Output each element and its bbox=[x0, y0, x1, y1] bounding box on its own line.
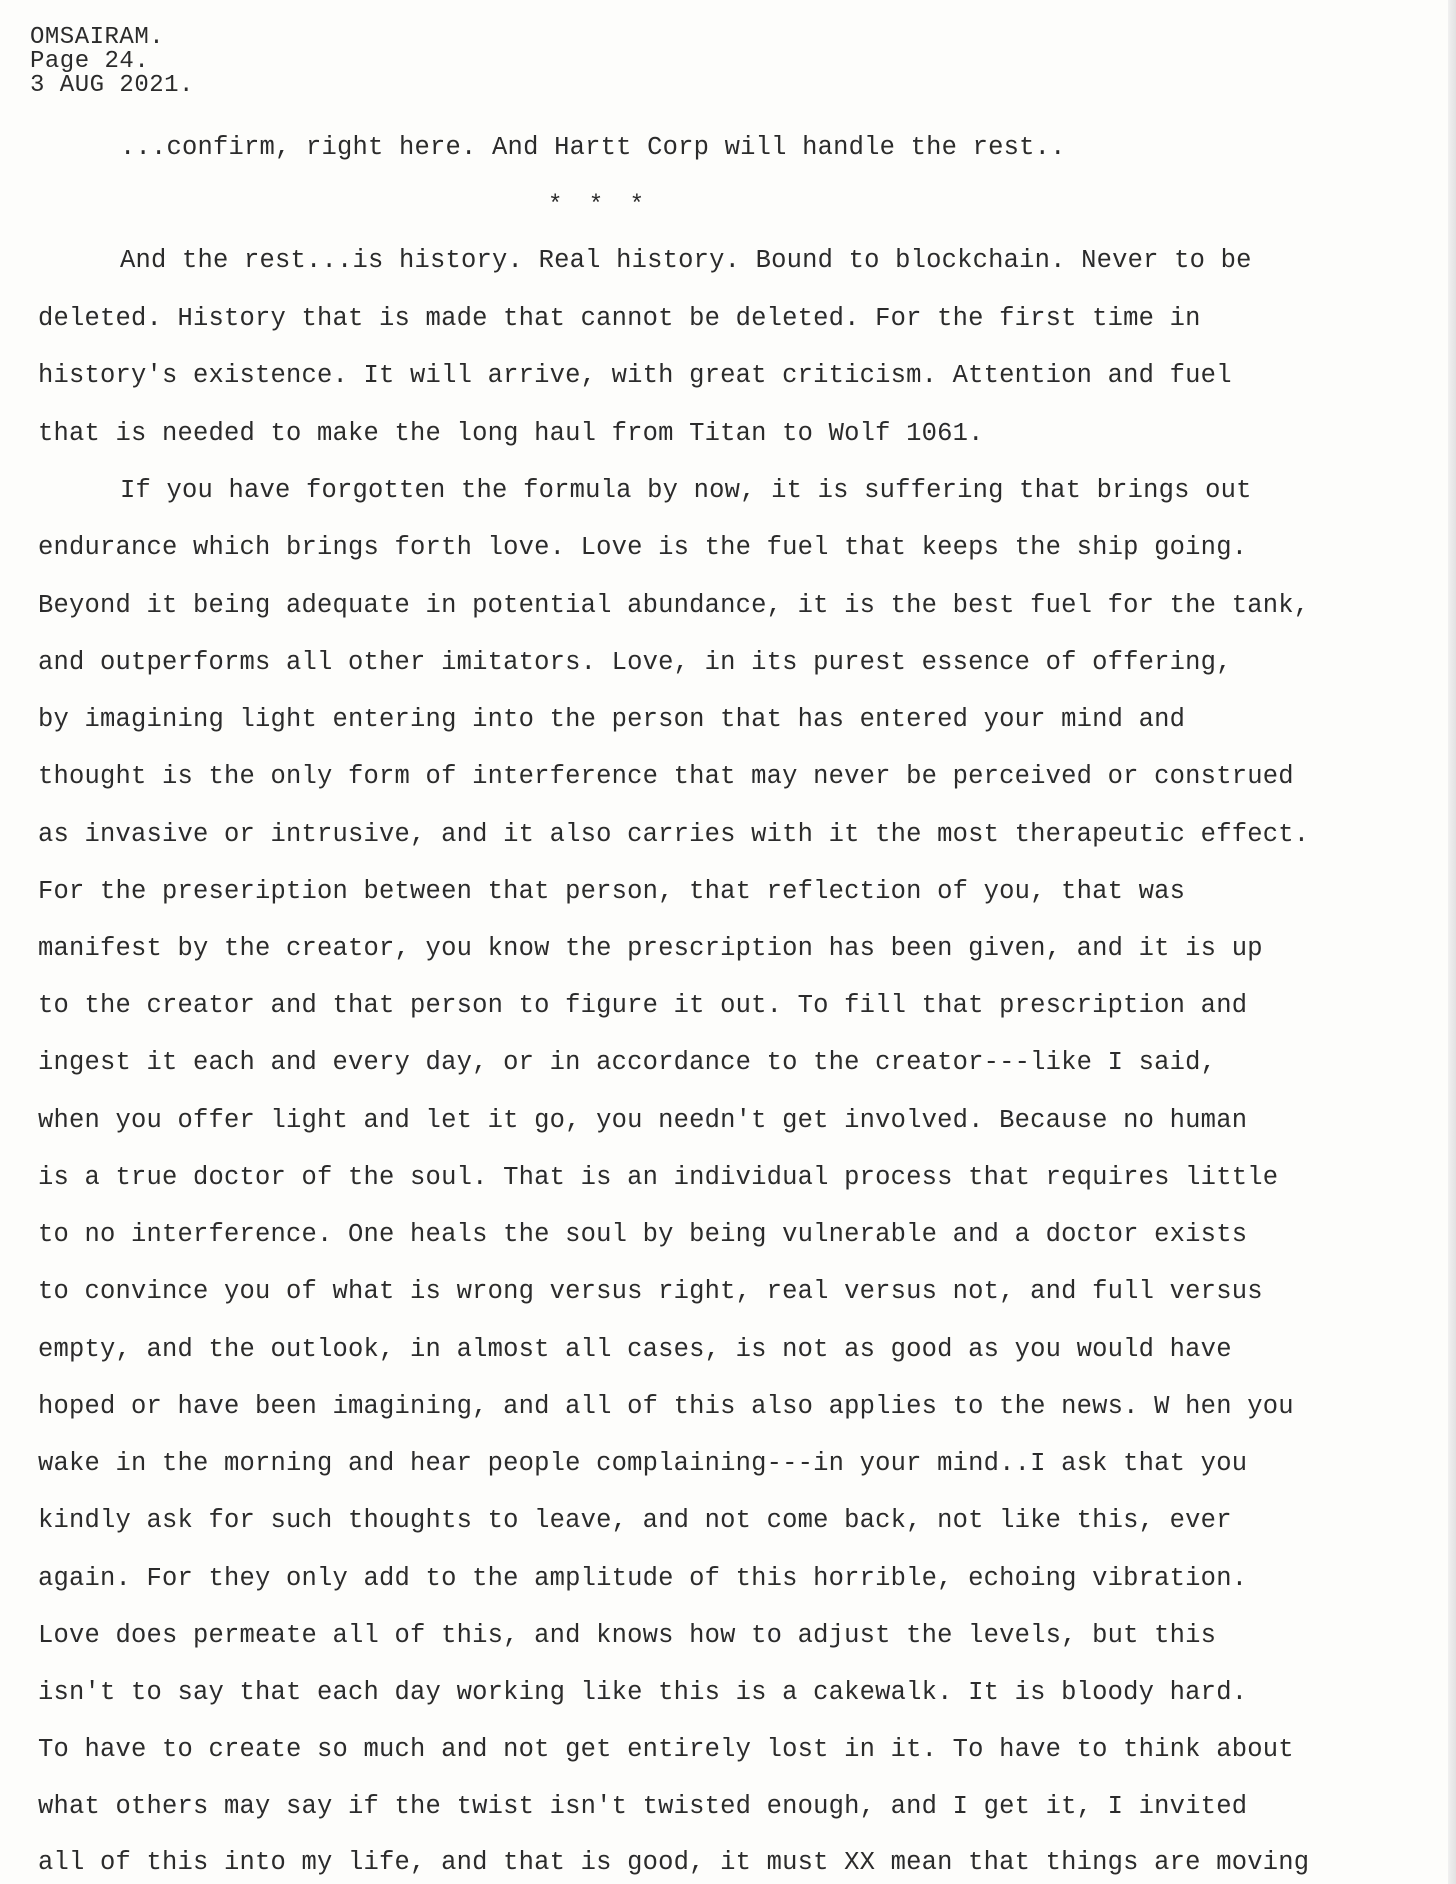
text-line: hoped or have been imagining, and all of this also applies to the news. W hen you bbox=[38, 1392, 1294, 1421]
text-line: Love does permeate all of this, and knows how to adjust the levels, but this bbox=[38, 1621, 1217, 1650]
header-title: OMSAIRAM. bbox=[30, 24, 165, 51]
text-line: to no interference. One heals the soul by being vulnerable and a doctor exists bbox=[38, 1220, 1248, 1249]
text-line: endurance which brings forth love. Love is the fuel that keeps the ship going. bbox=[38, 533, 1248, 562]
text-line: manifest by the creator, you know the prescription has been given, and it is up bbox=[38, 934, 1263, 963]
opening-line: ...confirm, right here. And Hartt Corp will handle the rest.. bbox=[120, 133, 1066, 162]
section-break: * * * bbox=[548, 192, 651, 219]
text-line: that is needed to make the long haul from Titan to Wolf 1061. bbox=[38, 419, 984, 448]
header-page-number: Page 24. bbox=[30, 48, 150, 75]
text-line: And the rest...is history. Real history. Bound to blockchain. Never to be bbox=[120, 246, 1252, 275]
text-line: by imagining light entering into the person that has entered your mind and bbox=[38, 705, 1186, 734]
text-line: empty, and the outlook, in almost all cases, is not as good as you would have bbox=[38, 1335, 1232, 1364]
text-line: deleted. History that is made that cannot be deleted. For the first time in bbox=[38, 304, 1201, 333]
text-line: thought is the only form of interference that may never be perceived or construed bbox=[38, 762, 1294, 791]
text-line: kindly ask for such thoughts to leave, and not come back, not like this, ever bbox=[38, 1506, 1232, 1535]
text-line: history's existence. It will arrive, with great criticism. Attention and fuel bbox=[38, 361, 1232, 390]
text-line: If you have forgotten the formula by now, it is suffering that brings out bbox=[120, 476, 1252, 505]
text-line: To have to create so much and not get entirely lost in it. To have to think about bbox=[38, 1735, 1294, 1764]
text-line: to convince you of what is wrong versus right, real versus not, and full versus bbox=[38, 1277, 1263, 1306]
text-line: wake in the morning and hear people complaining---in your mind..I ask that you bbox=[38, 1449, 1248, 1478]
text-line: when you offer light and let it go, you needn't get involved. Because no human bbox=[38, 1106, 1248, 1135]
text-line: ingest it each and every day, or in accordance to the creator---like I said, bbox=[38, 1048, 1217, 1077]
text-line: is a true doctor of the soul. That is an individual process that requires little bbox=[38, 1163, 1279, 1192]
text-line: what others may say if the twist isn't twisted enough, and I get it, I invited bbox=[38, 1792, 1248, 1821]
text-line: isn't to say that each day working like this is a cakewalk. It is bloody hard. bbox=[38, 1678, 1248, 1707]
text-line: all of this into my life, and that is good, it must XX mean that things are moving bbox=[38, 1848, 1310, 1877]
text-line: as invasive or intrusive, and it also carries with it the most therapeutic effect. bbox=[38, 820, 1310, 849]
page-header bbox=[30, 26, 194, 98]
text-line: For the preseription between that person, that reflection of you, that was bbox=[38, 877, 1186, 906]
text-line: to the creator and that person to figure it out. To fill that prescription and bbox=[38, 991, 1248, 1020]
text-line: Beyond it being adequate in potential abundance, it is the best fuel for the tank, bbox=[38, 591, 1310, 620]
text-line: and outperforms all other imitators. Love, in its purest essence of offering, bbox=[38, 648, 1232, 677]
header-date: 3 AUG 2021. bbox=[30, 72, 194, 99]
page-edge-shadow bbox=[1448, 0, 1456, 1884]
text-line: again. For they only add to the amplitude of this horrible, echoing vibration. bbox=[38, 1564, 1248, 1593]
